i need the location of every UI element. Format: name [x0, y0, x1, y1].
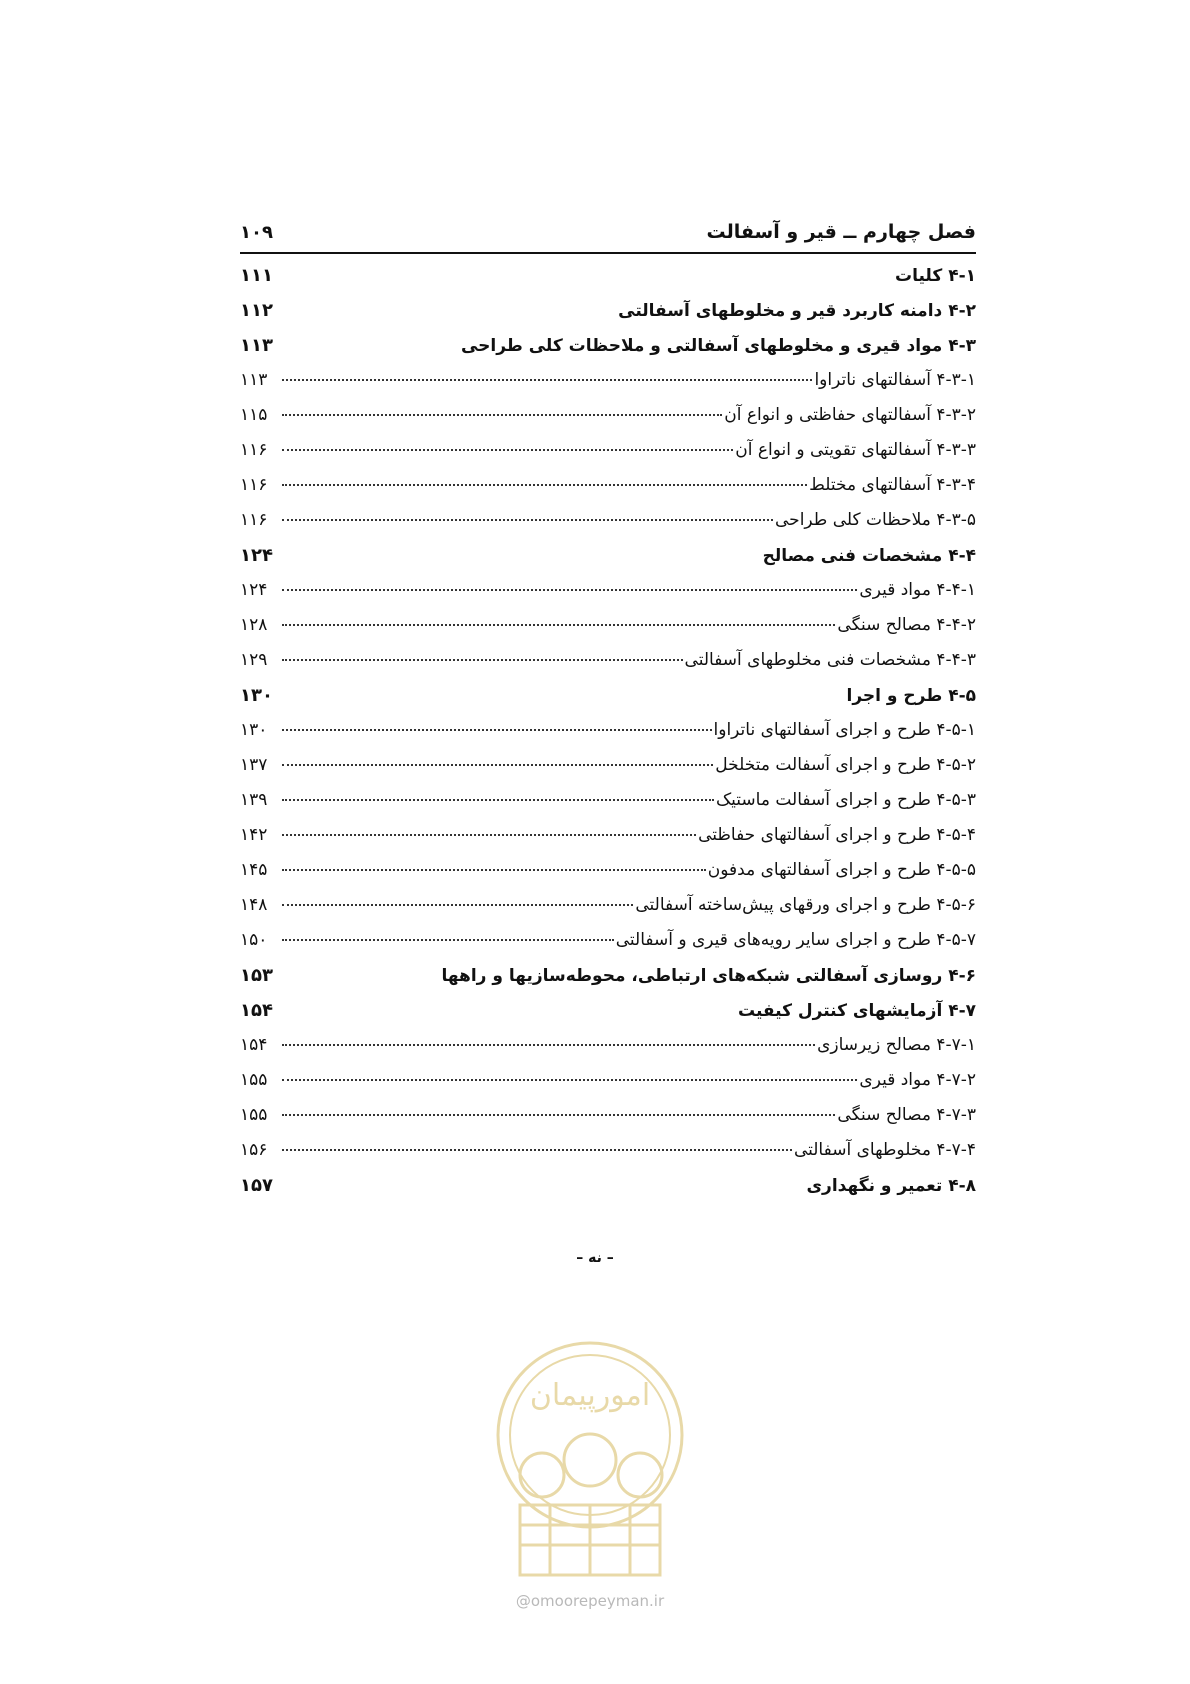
entry-title: ۴-۵-۴ طرح و اجرای آسفالتهای حفاظتی	[698, 825, 976, 845]
entry-page-number: ۱۵۵	[240, 1070, 268, 1090]
entry-title: ۴-۵-۳ طرح و اجرای آسفالت ماستیک	[715, 790, 976, 810]
entry-page-number: ۱۳۰	[240, 720, 268, 740]
dot-leader	[282, 763, 713, 766]
entry-page-number: ۱۵۴	[240, 1000, 273, 1021]
subsection-row	[240, 1028, 976, 1063]
entry-page-number: ۱۴۸	[240, 895, 268, 915]
entry-title: ۴-۴ مشخصات فنی مصالح	[762, 546, 976, 566]
page-footer-number: – نه –	[576, 1250, 614, 1266]
dot-leader	[282, 518, 773, 521]
entry-title: ۴-۷-۴ مخلوطهای آسفالتی	[793, 1140, 976, 1160]
dot-leader	[282, 903, 633, 906]
subsection-row	[240, 783, 976, 818]
entry-page-number: ۱۳۰	[240, 685, 273, 706]
dot-leader	[282, 311, 616, 312]
subsection-row	[240, 1098, 976, 1133]
subsection-row	[240, 608, 976, 643]
entry-title: ۴-۵ طرح و اجرا	[846, 686, 976, 706]
dot-leader	[282, 378, 812, 381]
dot-leader	[282, 658, 683, 661]
dot-leader	[282, 728, 712, 731]
dot-leader	[282, 1011, 736, 1012]
entry-title: ۴-۴-۲ مصالح سنگی	[837, 615, 976, 635]
table-of-contents	[240, 212, 976, 1203]
entry-page-number: ۱۲۸	[240, 615, 268, 635]
entry-title: ۴-۵-۵ طرح و اجرای آسفالتهای مدفون	[707, 860, 976, 880]
entry-page-number: ۱۰۹	[240, 222, 273, 243]
dot-leader	[282, 483, 807, 486]
entry-page-number: ۱۱۳	[240, 370, 268, 390]
subsection-row	[240, 573, 976, 608]
entry-title: ۴-۳-۳ آسفالتهای تقویتی و انواع آن	[735, 440, 976, 460]
subsection-row	[240, 1063, 976, 1098]
subsection-row	[240, 713, 976, 748]
dot-leader	[282, 276, 893, 277]
subsection-row	[240, 888, 976, 923]
dot-leader	[282, 1186, 804, 1187]
entry-title: ۴-۳-۲ آسفالتهای حفاظتی و انواع آن	[724, 405, 976, 425]
entry-page-number: ۱۵۷	[240, 1175, 273, 1196]
entry-title: ۴-۱ کلیات	[895, 266, 976, 286]
entry-page-number: ۱۱۶	[240, 510, 268, 530]
entry-page-number: ۱۵۵	[240, 1105, 268, 1125]
dot-leader	[282, 976, 439, 977]
subsection-row	[240, 398, 976, 433]
subsection-row	[240, 853, 976, 888]
subsection-row	[240, 923, 976, 958]
entry-page-number: ۱۱۲	[240, 300, 273, 321]
entry-title: ۴-۴-۱ مواد قیری	[859, 580, 976, 600]
subsection-row	[240, 818, 976, 853]
dot-leader	[282, 233, 705, 234]
entry-title: ۴-۷-۲ مواد قیری	[859, 1070, 976, 1090]
dot-leader	[282, 1148, 792, 1151]
dot-leader	[282, 623, 835, 626]
at-icon: @	[515, 1592, 531, 1610]
dot-leader	[282, 556, 761, 557]
entry-page-number: ۱۵۰	[240, 930, 268, 950]
entry-page-number: ۱۵۶	[240, 1140, 268, 1160]
entry-title: ۴-۴-۳ مشخصات فنی مخلوطهای آسفالتی	[684, 650, 976, 670]
entry-page-number: ۱۱۶	[240, 440, 268, 460]
entry-page-number: ۱۵۴	[240, 1035, 268, 1055]
entry-title: ۴-۵-۷ طرح و اجرای سایر رویه‌های قیری و آسفالتی	[615, 930, 976, 950]
entry-title: ۴-۳-۱ آسفالتهای ناتراوا	[814, 370, 976, 390]
entry-page-number: ۱۲۹	[240, 650, 268, 670]
subsection-row	[240, 433, 976, 468]
dot-leader	[282, 1078, 857, 1081]
section-row	[240, 958, 976, 993]
entry-title: ۴-۳-۴ آسفالتهای مختلط	[809, 475, 976, 495]
subsection-row	[240, 748, 976, 783]
entry-page-number: ۱۱۶	[240, 475, 268, 495]
dot-leader	[282, 1113, 835, 1116]
section-row	[240, 538, 976, 573]
entry-page-number: ۱۴۵	[240, 860, 268, 880]
entry-title: ۴-۵-۱ طرح و اجرای آسفالتهای ناتراوا	[713, 720, 976, 740]
entry-page-number: ۱۱۵	[240, 405, 268, 425]
subsection-row	[240, 643, 976, 678]
entry-title: ۴-۷-۱ مصالح زیرسازی	[817, 1035, 976, 1055]
section-row	[240, 258, 976, 293]
entry-title: فصل چهارم ــ قیر و آسفالت	[706, 221, 976, 243]
entry-page-number: ۱۲۴	[240, 545, 273, 566]
entry-title: ۴-۷ آزمایشهای کنترل کیفیت	[737, 1001, 976, 1021]
entry-page-number: ۱۴۲	[240, 825, 268, 845]
dot-leader	[282, 1043, 815, 1046]
entry-page-number: ۱۳۷	[240, 755, 268, 775]
chapter-heading-row	[240, 212, 976, 254]
entry-page-number: ۱۳۹	[240, 790, 268, 810]
subsection-row	[240, 363, 976, 398]
entry-title: ۴-۵-۶ طرح و اجرای ورقهای پیش‌ساخته آسفالتی	[635, 895, 976, 915]
subsection-row	[240, 1133, 976, 1168]
entry-page-number: ۱۱۳	[240, 335, 273, 356]
section-row	[240, 328, 976, 363]
subsection-row	[240, 468, 976, 503]
dot-leader	[282, 798, 714, 801]
entry-title: ۴-۵-۲ طرح و اجرای آسفالت متخلخل	[715, 755, 976, 775]
entry-title: ۴-۳-۵ ملاحظات کلی طراحی	[775, 510, 976, 530]
dot-leader	[282, 938, 614, 941]
entry-page-number: ۱۵۳	[240, 965, 273, 986]
entry-title: ۴-۲ دامنه کاربرد قیر و مخلوطهای آسفالتی	[618, 301, 976, 321]
entry-title: ۴-۶ روسازی آسفالتی شبکه‌های ارتباطی، محوطه‌سازیها و راهها	[441, 966, 976, 986]
dot-leader	[282, 588, 857, 591]
entry-page-number: ۱۲۴	[240, 580, 268, 600]
dot-leader	[282, 448, 733, 451]
dot-leader	[282, 696, 845, 697]
subsection-row	[240, 503, 976, 538]
dot-leader	[282, 868, 706, 871]
section-row	[240, 293, 976, 328]
watermark-logo	[490, 1335, 690, 1590]
entry-page-number: ۱۱۱	[240, 265, 273, 286]
entry-title: ۴-۳ مواد قیری و مخلوطهای آسفالتی و ملاحظات کلی طراحی	[460, 336, 976, 356]
entry-title: ۴-۷-۳ مصالح سنگی	[837, 1105, 976, 1125]
dot-leader	[282, 346, 459, 347]
dot-leader	[282, 413, 722, 416]
section-row	[240, 1168, 976, 1203]
dot-leader	[282, 833, 696, 836]
watermark-url: @omoorepeyman.ir	[515, 1592, 665, 1610]
entry-title: ۴-۸ تعمیر و نگهداری	[806, 1176, 976, 1196]
section-row	[240, 993, 976, 1028]
watermark-logo-text: امورپیمان	[529, 1378, 651, 1413]
section-row	[240, 678, 976, 713]
